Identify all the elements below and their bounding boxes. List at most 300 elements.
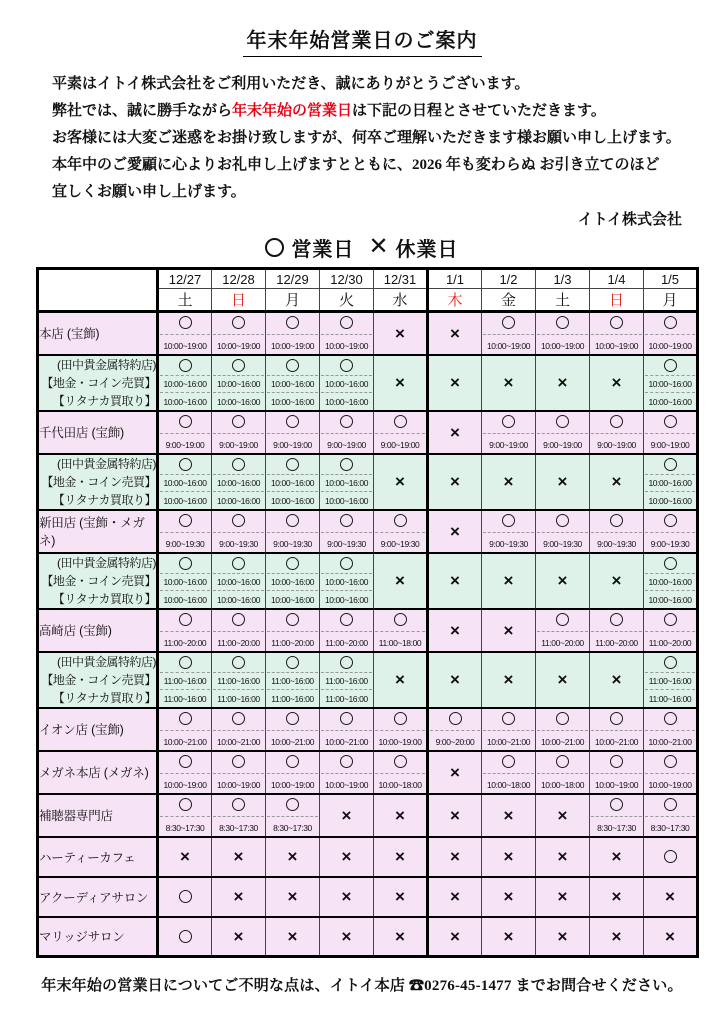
cell-time: 10:00~21:00 (324, 736, 369, 747)
closed-mark: × (341, 887, 352, 906)
divider (375, 532, 425, 533)
store-label-line: (田中貴金属特約店) (57, 654, 156, 669)
open-mark-icon (179, 656, 192, 669)
schedule-cell (212, 510, 266, 553)
closed-mark: × (503, 805, 514, 825)
footer-contact: 年末年始の営業日についてご不明な点は、イトイ本店 ☎0276-45-1477 までお問合せください。 (41, 978, 683, 994)
day-header: 金 (482, 289, 536, 312)
closed-mark: × (395, 805, 405, 825)
schedule-cell (266, 510, 320, 553)
closed-mark: × (341, 805, 352, 825)
open-mark-icon (610, 798, 623, 811)
open-mark-icon (179, 415, 192, 428)
day-header: 月 (644, 289, 698, 312)
date-header: 12/31 (374, 269, 428, 289)
cell-time: 10:00~16:00 (324, 379, 369, 389)
closed-mark: × (503, 472, 514, 491)
schedule-cell (320, 411, 374, 454)
cell-time: 8:30~17:30 (650, 822, 690, 833)
store-label-line: (田中貴金属特約店) (57, 555, 156, 570)
divider (645, 392, 695, 393)
intro-paragraph (52, 71, 702, 206)
date-header: 1/4 (590, 269, 644, 289)
divider (213, 474, 264, 475)
store-label-line: 【地金・コイン売買】 (41, 573, 156, 588)
date-header: 1/3 (536, 269, 590, 289)
closed-mark: × (450, 847, 460, 866)
open-mark-icon (556, 613, 569, 626)
schedule-cell (536, 751, 590, 794)
schedule-cell (320, 751, 374, 794)
schedule-cell (212, 917, 266, 957)
cell-time: 9:00~19:00 (327, 439, 366, 450)
schedule-cell (374, 355, 428, 411)
store-label-line: 【リタナカ買取り】 (52, 591, 156, 606)
divider (483, 334, 534, 335)
cell-time: 11:00~16:00 (325, 693, 368, 704)
store-label-line: 【地金・コイン売買】 (41, 375, 156, 390)
cell-time: 10:00~16:00 (648, 577, 692, 587)
closed-mark: × (450, 670, 460, 689)
divider (375, 433, 425, 434)
open-mark-icon (340, 359, 353, 372)
schedule-cell (536, 794, 590, 837)
schedule-cell (482, 553, 536, 609)
schedule-cell (212, 794, 266, 837)
cell-time: 10:00~16:00 (163, 379, 207, 389)
closed-mark: × (503, 373, 514, 392)
divider (321, 433, 372, 434)
date-header: 1/2 (482, 269, 536, 289)
open-mark-icon (340, 415, 353, 428)
divider (267, 773, 318, 774)
schedule-cell (644, 837, 698, 877)
schedule-cell (428, 794, 482, 837)
open-mark-icon (664, 359, 677, 372)
cell-time: 9:00~19:00 (273, 439, 312, 450)
store-label: 本店 (宝飾) (38, 312, 158, 355)
open-mark-icon (286, 316, 299, 329)
schedule-cell (158, 609, 212, 652)
open-mark-icon (286, 798, 299, 811)
divider (160, 816, 210, 817)
schedule-cell (428, 510, 482, 553)
closed-mark: × (233, 926, 244, 946)
intro-line-1: 平素はイトイ株式会社をご利用いただき、誠にありがとうございます。 (52, 76, 530, 92)
schedule-cell (644, 609, 698, 652)
cell-time: 10:00~19:00 (594, 340, 639, 351)
schedule-cell (428, 708, 482, 751)
store-row (38, 510, 698, 553)
cell-time: 11:00~16:00 (217, 676, 260, 686)
cell-time: 10:00~16:00 (648, 594, 692, 605)
closed-mark: × (341, 926, 352, 946)
cell-time: 10:00~19:00 (216, 340, 261, 351)
cell-time: 10:00~21:00 (648, 736, 692, 747)
date-header: 1/1 (428, 269, 482, 289)
schedule-cell (266, 837, 320, 877)
cell-time: 10:00~21:00 (486, 736, 531, 747)
divider (483, 433, 534, 434)
closed-mark: × (395, 323, 405, 343)
schedule-cell (590, 553, 644, 609)
schedule-cell (536, 877, 590, 917)
cell-time: 11:00~16:00 (325, 676, 368, 686)
divider (645, 491, 695, 492)
store-label-line: (田中貴金属特約店) (57, 456, 156, 471)
store-label: マリッジサロン (38, 917, 158, 957)
closed-mark: × (287, 887, 298, 906)
closed-mark: × (395, 670, 405, 689)
divider (321, 689, 372, 690)
cell-time: 10:00~18:00 (486, 779, 531, 790)
schedule-cell (212, 751, 266, 794)
open-mark-icon (340, 613, 353, 626)
open-mark-icon (664, 712, 677, 725)
cell-time: 10:00~19:00 (648, 779, 692, 790)
schedule-cell (374, 609, 428, 652)
store-label-line: 【地金・コイン売買】 (41, 474, 156, 489)
schedule-cell (482, 510, 536, 553)
store-label (38, 355, 158, 411)
cell-time: 10:00~16:00 (324, 478, 369, 488)
store-row (38, 837, 698, 877)
cell-time: 10:00~16:00 (216, 379, 261, 389)
schedule-cell (374, 751, 428, 794)
store-row (38, 652, 698, 708)
divider (321, 573, 372, 574)
schedule-cell (482, 411, 536, 454)
open-mark-icon (502, 755, 515, 768)
open-mark-icon (449, 712, 462, 725)
closed-mark: × (395, 571, 405, 590)
cell-time: 11:00~16:00 (271, 676, 314, 686)
divider (591, 816, 642, 817)
schedule-cell (158, 355, 212, 411)
schedule-cell (158, 454, 212, 510)
open-mark-icon (556, 415, 569, 428)
divider (160, 773, 210, 774)
open-mark-icon (502, 316, 515, 329)
schedule-cell (320, 652, 374, 708)
divider (213, 433, 264, 434)
divider (591, 631, 642, 632)
open-mark-icon (502, 712, 515, 725)
cell-time: 10:00~16:00 (270, 495, 315, 506)
schedule-cell (536, 609, 590, 652)
schedule-cell (590, 708, 644, 751)
closed-mark: × (611, 887, 622, 906)
open-mark-icon (179, 359, 192, 372)
cell-time: 10:00~21:00 (540, 736, 585, 747)
divider (213, 631, 264, 632)
closed-mark: × (503, 620, 514, 640)
divider (267, 433, 318, 434)
closed-mark: × (287, 926, 298, 946)
date-header: 12/30 (320, 269, 374, 289)
schedule-cell (320, 877, 374, 917)
day-header: 日 (590, 289, 644, 312)
open-mark-icon (610, 316, 623, 329)
schedule-cell (536, 652, 590, 708)
schedule-cell (590, 454, 644, 510)
cell-time: 11:00~20:00 (648, 637, 692, 648)
open-mark-icon (179, 316, 192, 329)
store-label (38, 553, 158, 609)
divider (321, 773, 372, 774)
cell-time: 10:00~18:00 (540, 779, 585, 790)
closed-mark: × (557, 926, 568, 946)
cell-time: 10:00~16:00 (163, 396, 207, 407)
cell-time: 10:00~16:00 (648, 379, 692, 389)
schedule-cell (374, 708, 428, 751)
closed-mark: × (503, 887, 514, 906)
divider (160, 730, 210, 731)
open-mark-icon (556, 755, 569, 768)
cell-time: 10:00~21:00 (216, 736, 261, 747)
cell-time: 10:00~21:00 (594, 736, 639, 747)
store-label-line: 【リタナカ買取り】 (52, 393, 156, 408)
store-row (38, 708, 698, 751)
schedule-cell (212, 454, 266, 510)
open-mark-icon (340, 656, 353, 669)
cell-time: 10:00~19:00 (216, 779, 261, 790)
divider (645, 773, 695, 774)
schedule-cell (536, 708, 590, 751)
open-mark-icon (610, 415, 623, 428)
schedule-cell (428, 837, 482, 877)
cell-time: 10:00~19:00 (163, 340, 207, 351)
schedule-table (36, 267, 699, 958)
schedule-cell (158, 510, 212, 553)
cell-time: 11:00~16:00 (163, 693, 207, 704)
open-mark-icon (556, 712, 569, 725)
schedule-cell (482, 708, 536, 751)
cell-time: 10:00~19:00 (540, 340, 585, 351)
cell-time: 11:00~20:00 (325, 637, 368, 648)
schedule-cell (158, 877, 212, 917)
schedule-cell (374, 877, 428, 917)
schedule-cell (590, 312, 644, 355)
schedule-cell (536, 837, 590, 877)
schedule-cell (266, 312, 320, 355)
divider (160, 631, 210, 632)
closed-mark: × (450, 620, 460, 640)
schedule-cell (266, 794, 320, 837)
cell-time: 8:30~17:30 (597, 822, 636, 833)
schedule-cell (374, 454, 428, 510)
divider (645, 816, 695, 817)
intro-line-3: お客様には大変ご迷惑をお掛け致しますが、何卒ご理解いただきます様お願い申し上げます。 (52, 130, 681, 146)
open-mark-icon (340, 712, 353, 725)
schedule-cell (158, 312, 212, 355)
cell-time: 8:30~17:30 (273, 822, 312, 833)
date-header: 12/28 (212, 269, 266, 289)
open-mark-icon (664, 656, 677, 669)
divider (160, 689, 210, 690)
closed-mark: × (557, 670, 568, 689)
schedule-cell (644, 312, 698, 355)
cell-time: 11:00~20:00 (271, 637, 314, 648)
store-label: アクーディアサロン (38, 877, 158, 917)
schedule-cell (590, 411, 644, 454)
store-row (38, 454, 698, 510)
schedule-cell (320, 355, 374, 411)
schedule-cell (212, 411, 266, 454)
open-mark-icon (179, 557, 192, 570)
open-mark-icon (664, 850, 677, 863)
cell-time: 10:00~16:00 (216, 478, 261, 488)
cell-time: 10:00~16:00 (324, 495, 369, 506)
schedule-cell (482, 652, 536, 708)
store-label (38, 652, 158, 708)
cell-time: 10:00~16:00 (270, 396, 315, 407)
store-row (38, 553, 698, 609)
closed-mark: × (450, 472, 460, 491)
divider (160, 672, 210, 673)
schedule-cell (158, 553, 212, 609)
cell-time: 9:00~19:00 (597, 439, 636, 450)
schedule-cell (536, 312, 590, 355)
open-mark-icon (610, 712, 623, 725)
divider (537, 631, 588, 632)
cell-time: 9:00~19:00 (165, 439, 205, 450)
schedule-cell (428, 609, 482, 652)
schedule-cell (482, 917, 536, 957)
divider (321, 730, 372, 731)
schedule-cell (158, 837, 212, 877)
closed-mark: × (665, 926, 675, 946)
closed-mark: × (450, 571, 460, 590)
divider (213, 773, 264, 774)
divider (375, 773, 425, 774)
day-header: 月 (266, 289, 320, 312)
cell-time: 10:00~16:00 (648, 396, 692, 407)
page-title: 年末年始営業日のご案内 (243, 24, 482, 57)
store-label: 千代田店 (宝飾) (38, 411, 158, 454)
cell-time: 11:00~20:00 (595, 637, 638, 648)
divider (321, 590, 372, 591)
divider (160, 590, 210, 591)
store-row (38, 794, 698, 837)
cell-time: 9:00~19:30 (489, 538, 528, 549)
divider (537, 433, 588, 434)
open-mark-icon (340, 557, 353, 570)
open-mark-icon (340, 755, 353, 768)
store-row (38, 609, 698, 652)
closed-mark: × (611, 571, 622, 590)
closed-cross-icon: ✕ (368, 233, 389, 260)
legend-open (265, 233, 354, 262)
schedule-cell (320, 553, 374, 609)
schedule-cell (590, 609, 644, 652)
open-mark-icon (232, 755, 245, 768)
open-mark-icon (232, 712, 245, 725)
open-mark-icon (232, 613, 245, 626)
schedule-cell (320, 708, 374, 751)
day-header: 火 (320, 289, 374, 312)
schedule-cell (482, 454, 536, 510)
closed-mark: × (341, 847, 352, 866)
closed-mark: × (450, 323, 460, 343)
schedule-cell (158, 794, 212, 837)
divider (321, 631, 372, 632)
open-mark-icon (179, 458, 192, 471)
store-label: 新田店 (宝飾・メガネ) (38, 510, 158, 553)
cell-time: 10:00~18:00 (378, 779, 422, 790)
day-header: 日 (212, 289, 266, 312)
divider (267, 532, 318, 533)
open-mark-icon (286, 557, 299, 570)
divider (321, 392, 372, 393)
closed-mark: × (557, 373, 568, 392)
cell-time: 10:00~19:00 (378, 736, 422, 747)
cell-time: 11:00~16:00 (648, 693, 692, 704)
divider (213, 816, 264, 817)
date-header: 12/29 (266, 269, 320, 289)
divider (213, 672, 264, 673)
schedule-cell (158, 411, 212, 454)
cell-time: 10:00~19:00 (270, 340, 315, 351)
divider (267, 816, 318, 817)
schedule-cell (212, 652, 266, 708)
closed-mark: × (557, 805, 568, 825)
divider (645, 672, 695, 673)
legend (0, 234, 724, 260)
open-mark-icon (232, 415, 245, 428)
schedule-cell (428, 454, 482, 510)
schedule-cell (644, 553, 698, 609)
divider (645, 375, 695, 376)
cell-time: 9:00~19:30 (597, 538, 636, 549)
legend-closed (368, 233, 458, 262)
schedule-cell (428, 877, 482, 917)
divider (267, 672, 318, 673)
divider (645, 730, 695, 731)
cell-time: 8:30~17:30 (219, 822, 258, 833)
cell-time: 11:00~20:00 (163, 637, 207, 648)
cell-time: 9:00~19:30 (543, 538, 582, 549)
cell-time: 10:00~21:00 (270, 736, 315, 747)
open-mark-icon (286, 514, 299, 527)
closed-mark: × (503, 670, 514, 689)
cell-time: 9:00~19:30 (273, 538, 312, 549)
legend-closed-label: 休業日 (395, 238, 459, 261)
store-label-line: 【地金・コイン売買】 (41, 672, 156, 687)
closed-mark: × (611, 373, 622, 392)
legend-open-label: 営業日 (291, 238, 355, 261)
closed-mark: × (395, 373, 405, 392)
cell-time: 9:00~20:00 (435, 736, 475, 747)
divider (160, 573, 210, 574)
open-circle-icon (265, 238, 284, 257)
schedule-cell (644, 794, 698, 837)
divider (591, 532, 642, 533)
open-mark-icon (664, 798, 677, 811)
schedule-cell (644, 917, 698, 957)
store-label: ハーティーカフェ (38, 837, 158, 877)
open-mark-icon (286, 458, 299, 471)
schedule-cell (536, 411, 590, 454)
open-mark-icon (286, 656, 299, 669)
divider (213, 689, 264, 690)
store-row (38, 355, 698, 411)
schedule-cell (266, 917, 320, 957)
divider (267, 375, 318, 376)
schedule-cell (428, 751, 482, 794)
open-mark-icon (502, 415, 515, 428)
divider (160, 532, 210, 533)
